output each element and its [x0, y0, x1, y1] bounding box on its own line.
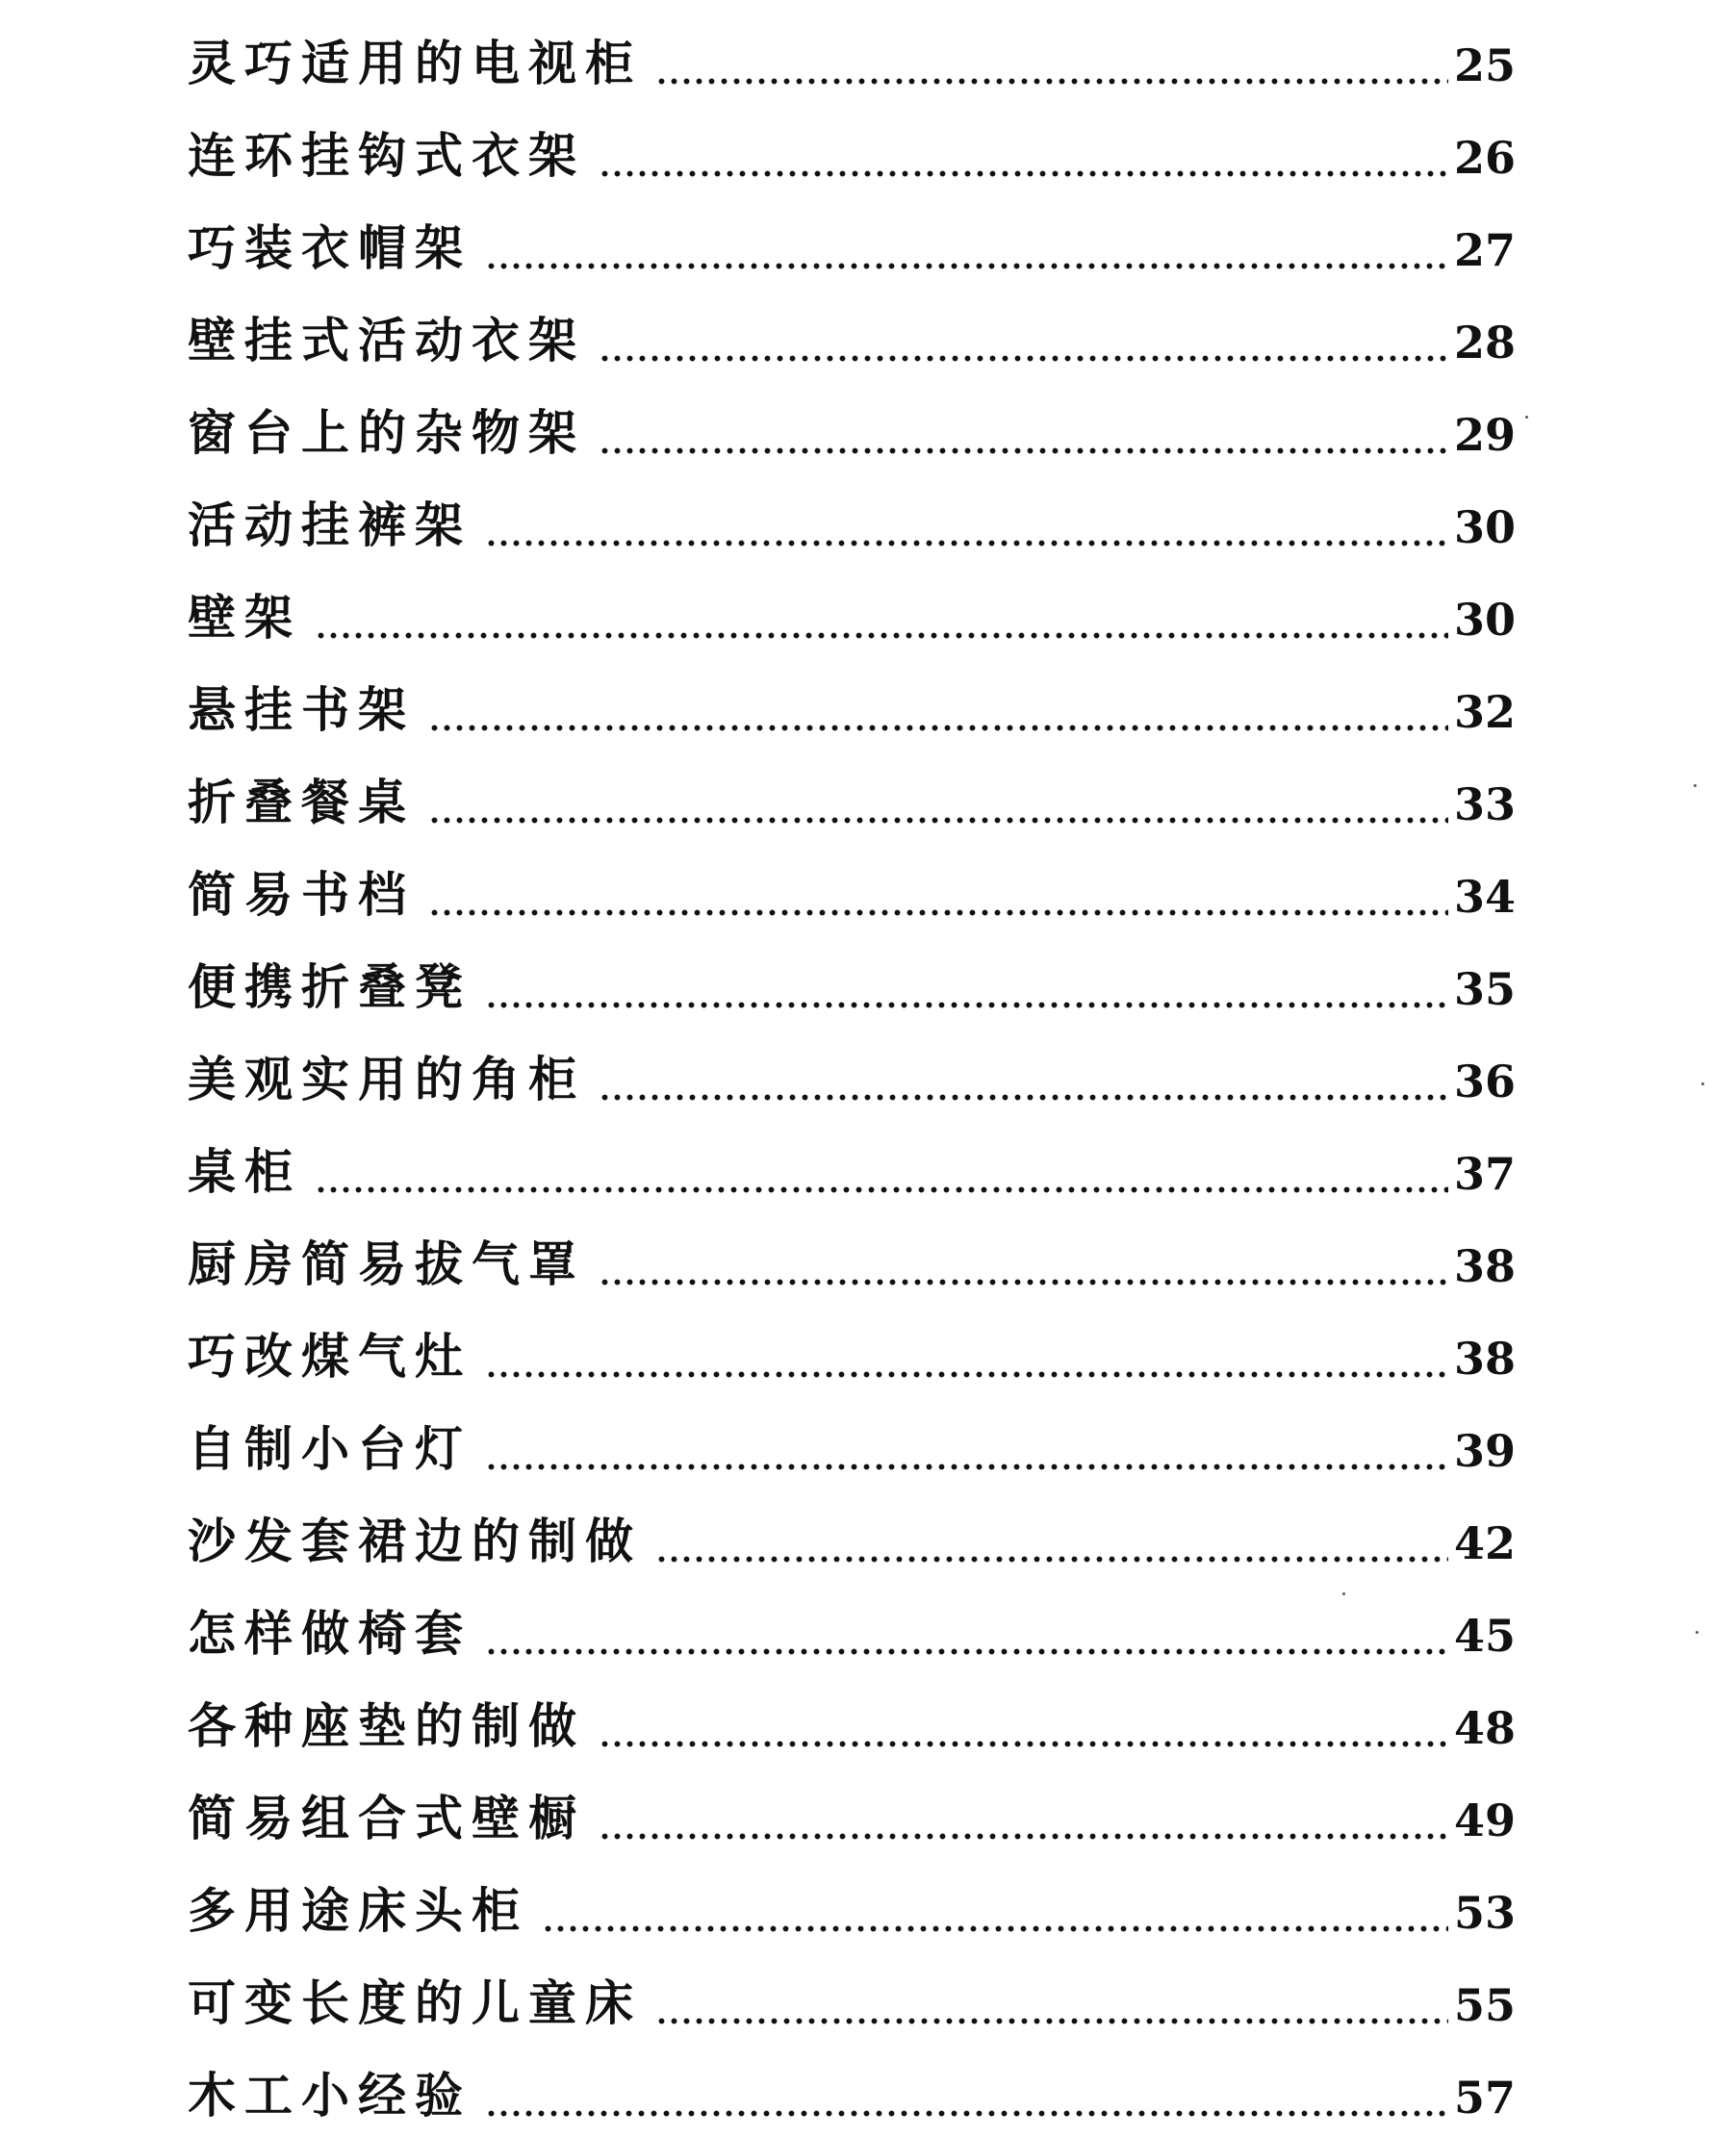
dot-leader [599, 1051, 1448, 1108]
dot-leader [485, 219, 1448, 277]
toc-entry-title: 壁架 [188, 589, 301, 646]
toc-entry [188, 291, 1516, 383]
toc-entry-page: 55 [1453, 1979, 1516, 2031]
toc-entry-title: 简易书档 [188, 866, 415, 923]
toc-entry-title: 连环挂钩式衣架 [188, 127, 585, 184]
dot-leader [315, 589, 1448, 647]
toc-entry-page: 29 [1453, 409, 1516, 461]
toc-entry [188, 1584, 1516, 1676]
toc-entry-page: 48 [1453, 1702, 1516, 1754]
dot-leader [599, 127, 1448, 185]
dot-leader [655, 1974, 1448, 2032]
toc-entry [188, 475, 1516, 568]
toc-entry [188, 1676, 1516, 1769]
toc-entry-title: 桌柜 [188, 1143, 301, 1200]
dot-leader [315, 1143, 1448, 1201]
toc-entry-title: 折叠餐桌 [188, 774, 415, 830]
toc-entry-page: 57 [1453, 2072, 1516, 2124]
toc-entry [188, 1491, 1516, 1584]
toc-entry-title: 壁挂式活动衣架 [188, 312, 585, 369]
toc-entry-page: 34 [1453, 871, 1516, 923]
toc-entry-page: 53 [1453, 1887, 1516, 1939]
toc-entry [188, 1769, 1516, 1861]
toc-entry-title: 便携折叠凳 [188, 958, 472, 1015]
scan-speck [1696, 1631, 1698, 1634]
toc-entry-title: 简易组合式壁橱 [188, 1790, 585, 1846]
toc-entry [188, 1030, 1516, 1122]
toc-entry-title: 自制小台灯 [188, 1420, 472, 1477]
dot-leader [485, 1605, 1448, 1663]
dot-leader [485, 2067, 1448, 2125]
toc-entry [188, 937, 1516, 1030]
toc-entry-page: 30 [1453, 501, 1516, 553]
toc-entry-page: 42 [1453, 1517, 1516, 1569]
dot-leader [485, 958, 1448, 1016]
toc-entry [188, 568, 1516, 660]
toc-entry [188, 1953, 1516, 2046]
toc-entry [188, 13, 1516, 106]
toc-entry [188, 198, 1516, 291]
toc-entry-title: 巧改煤气灶 [188, 1328, 472, 1385]
toc-entry-page: 33 [1453, 778, 1516, 830]
toc-entry [188, 845, 1516, 937]
dot-leader [485, 1420, 1448, 1478]
toc-entry-page: 38 [1453, 1240, 1516, 1292]
toc-entry-title: 活动挂裤架 [188, 496, 472, 553]
toc-entry-page: 27 [1453, 224, 1516, 276]
toc-entry [188, 1399, 1516, 1491]
dot-leader [542, 1882, 1448, 1940]
toc-entry [188, 1307, 1516, 1399]
toc-entry-page: 30 [1453, 594, 1516, 646]
dot-leader [485, 1328, 1448, 1386]
scan-speck [1694, 784, 1697, 787]
toc-entry-page: 26 [1453, 132, 1516, 184]
toc-entry-page: 49 [1453, 1794, 1516, 1846]
dot-leader [655, 35, 1448, 92]
scan-speck [1525, 416, 1528, 419]
toc-entry-title: 美观实用的角柜 [188, 1051, 585, 1107]
toc-entry [188, 1214, 1516, 1307]
toc-entry-page: 39 [1453, 1425, 1516, 1477]
dot-leader [485, 496, 1448, 554]
scan-speck [1342, 1592, 1345, 1595]
table-of-contents [188, 13, 1516, 2138]
toc-entry [188, 752, 1516, 845]
toc-entry-title: 悬挂书架 [188, 681, 415, 738]
toc-entry-title: 巧装衣帽架 [188, 219, 472, 276]
dot-leader [428, 866, 1448, 924]
toc-entry-page: 28 [1453, 317, 1516, 369]
toc-entry-page: 37 [1453, 1148, 1516, 1200]
dot-leader [599, 1790, 1448, 1847]
dot-leader [599, 312, 1448, 369]
toc-entry-title: 怎样做椅套 [188, 1605, 472, 1662]
dot-leader [428, 681, 1448, 739]
toc-entry [188, 1861, 1516, 1953]
toc-entry-title: 各种座垫的制做 [188, 1697, 585, 1754]
dot-leader [428, 774, 1448, 831]
toc-entry-title: 沙发套裙边的制做 [188, 1513, 642, 1569]
toc-entry-page: 35 [1453, 963, 1516, 1015]
toc-entry-page: 36 [1453, 1056, 1516, 1107]
toc-entry-title: 灵巧适用的电视柜 [188, 35, 642, 91]
toc-entry-page: 45 [1453, 1610, 1516, 1662]
toc-entry [188, 106, 1516, 198]
toc-entry-page: 32 [1453, 686, 1516, 738]
toc-entry-title: 厨房简易拔气罩 [188, 1235, 585, 1292]
toc-entry-page: 38 [1453, 1333, 1516, 1385]
toc-entry-title: 多用途床头柜 [188, 1882, 528, 1939]
toc-entry [188, 660, 1516, 752]
dot-leader [655, 1513, 1448, 1570]
toc-entry-title: 窗台上的杂物架 [188, 404, 585, 461]
toc-entry [188, 2046, 1516, 2138]
dot-leader [599, 1235, 1448, 1293]
toc-entry-title: 可变长度的儿童床 [188, 1974, 642, 2031]
toc-entry [188, 1122, 1516, 1214]
toc-entry [188, 383, 1516, 475]
dot-leader [599, 404, 1448, 462]
scan-speck [1701, 1082, 1704, 1085]
toc-entry-title: 木工小经验 [188, 2067, 472, 2124]
dot-leader [599, 1697, 1448, 1755]
toc-entry-page: 25 [1453, 39, 1516, 91]
